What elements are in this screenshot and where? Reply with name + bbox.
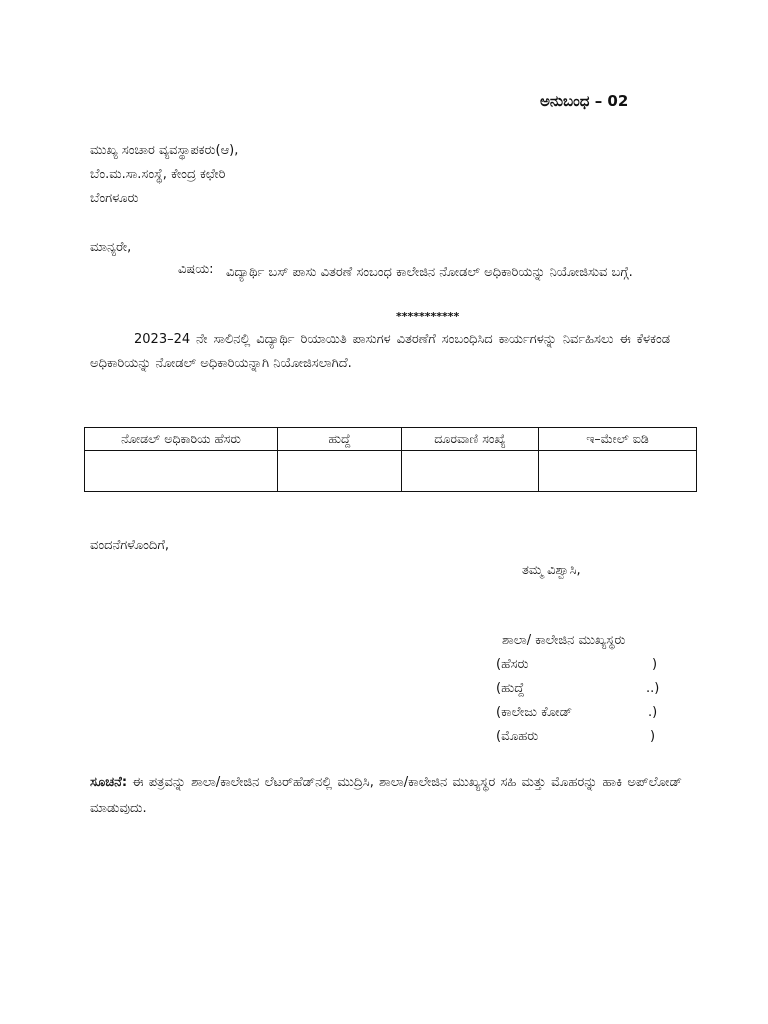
signature-designation-label: (ಹುದ್ದೆ — [496, 681, 525, 696]
header-officer-name: ನೋಡಲ್ ಅಧಿಕಾರಿಯ ಹೆಸರು — [85, 428, 278, 451]
nodal-officer-table — [84, 427, 697, 492]
subject-label: ವಿಷಯ: — [178, 262, 214, 277]
table-row — [85, 451, 697, 492]
cell-email-id — [539, 451, 697, 492]
address-line-1: ಮುಖ್ಯ ಸಂಚಾರ ವ್ಯವಸ್ಥಾಪಕರು(ಆ), — [90, 143, 239, 158]
address-line-3: ಬೆಂಗಳೂರು — [90, 191, 139, 206]
header-phone-number: ದೂರವಾಣಿ ಸಂಖ್ಯೆ — [402, 428, 539, 451]
signature-name-close: ) — [652, 657, 658, 672]
header-email-id: ಇ–ಮೇಲ್ ಐಡಿ — [539, 428, 697, 451]
signature-seal-close: ) — [650, 729, 656, 744]
note-text: ಈ ಪತ್ರವನ್ನು ಶಾಲಾ/ಕಾಲೇಜಿನ ಲೆಟರ್‌ಹೆಡ್‌ನಲ್ಲಿ ಮುದ್ರಿಸಿ, ಶಾಲಾ/ಕಾಲೇಜಿನ ಮುಖ್ಯಸ್ಥರ ಸಹಿ ಮತ್ತು ಮೊಹರನ್ನು ಹಾಕಿ ಅಪ್‌ಲೋಡ್ ಮಾಡುವುದು. — [90, 775, 682, 816]
annexure-heading: ಅನುಬಂಧ – 02 — [540, 92, 629, 110]
signature-seal-label: (ಮೊಹರು — [496, 729, 539, 744]
cell-designation — [278, 451, 402, 492]
signature-college-code-close: .) — [648, 705, 658, 720]
signature-college-code-label: (ಕಾಲೇಜು ಕೋಡ್ — [496, 705, 573, 720]
salutation: ಮಾನ್ಯರೇ, — [90, 240, 132, 255]
signature-designation-close: ..) — [646, 681, 660, 696]
signature-seal-line — [496, 729, 666, 744]
cell-phone-number — [402, 451, 539, 492]
closing-greeting: ವಂದನೆಗಳೊಂದಿಗೆ, — [90, 538, 169, 553]
address-line-2: ಬೆಂ.ಮ.ಸಾ.ಸಂಸ್ಥೆ, ಕೇಂದ್ರ ಕಛೇರಿ — [90, 167, 226, 182]
signature-designation-line — [496, 681, 666, 696]
signature-name-label: (ಹೆಸರು — [496, 657, 529, 672]
cell-officer-name — [85, 451, 278, 492]
yours-faithfully: ತಮ್ಮ ವಿಶ್ವಾಸಿ, — [522, 563, 581, 578]
signature-college-code-line — [496, 705, 666, 720]
subject-text: ವಿದ್ಯಾರ್ಥಿ ಬಸ್ ಪಾಸು ವಿತರಣೆ ಸಂಬಂಧ ಕಾಲೇಜಿನ ನೋಡಲ್ ಅಧಿಕಾರಿಯನ್ನು ನಿಯೋಜಿಸುವ ಬಗ್ಗೆ. — [226, 265, 633, 280]
note-paragraph — [90, 770, 682, 822]
header-designation: ಹುದ್ದೆ — [278, 428, 402, 451]
signature-name-line — [496, 657, 666, 672]
note-label: ಸೂಚನೆ: — [90, 775, 128, 790]
table-header-row — [85, 428, 697, 451]
signature-title: ಶಾಲಾ/ ಕಾಲೇಜಿನ ಮುಖ್ಯಸ್ಥರು — [502, 633, 626, 648]
body-paragraph: 2023–24 ನೇ ಸಾಲಿನಲ್ಲಿ ವಿದ್ಯಾರ್ಥಿ ರಿಯಾಯಿತಿ ಪಾಸುಗಳ ವಿತರಣೆಗೆ ಸಂಬಂಧಿಸಿದ ಕಾರ್ಯಗಳನ್ನು ನಿರ್ವಹಿಸಲು ಈ ಕೆಳಕಂಡ ಅಧಿಕಾರಿಯನ್ನು ನೋಡಲ್ ಅಧಿಕಾರಿಯನ್ನಾಗಿ ನಿಯೋಜಿಸಲಾಗಿದೆ. — [90, 332, 670, 371]
separator-stars: *********** — [396, 310, 460, 323]
